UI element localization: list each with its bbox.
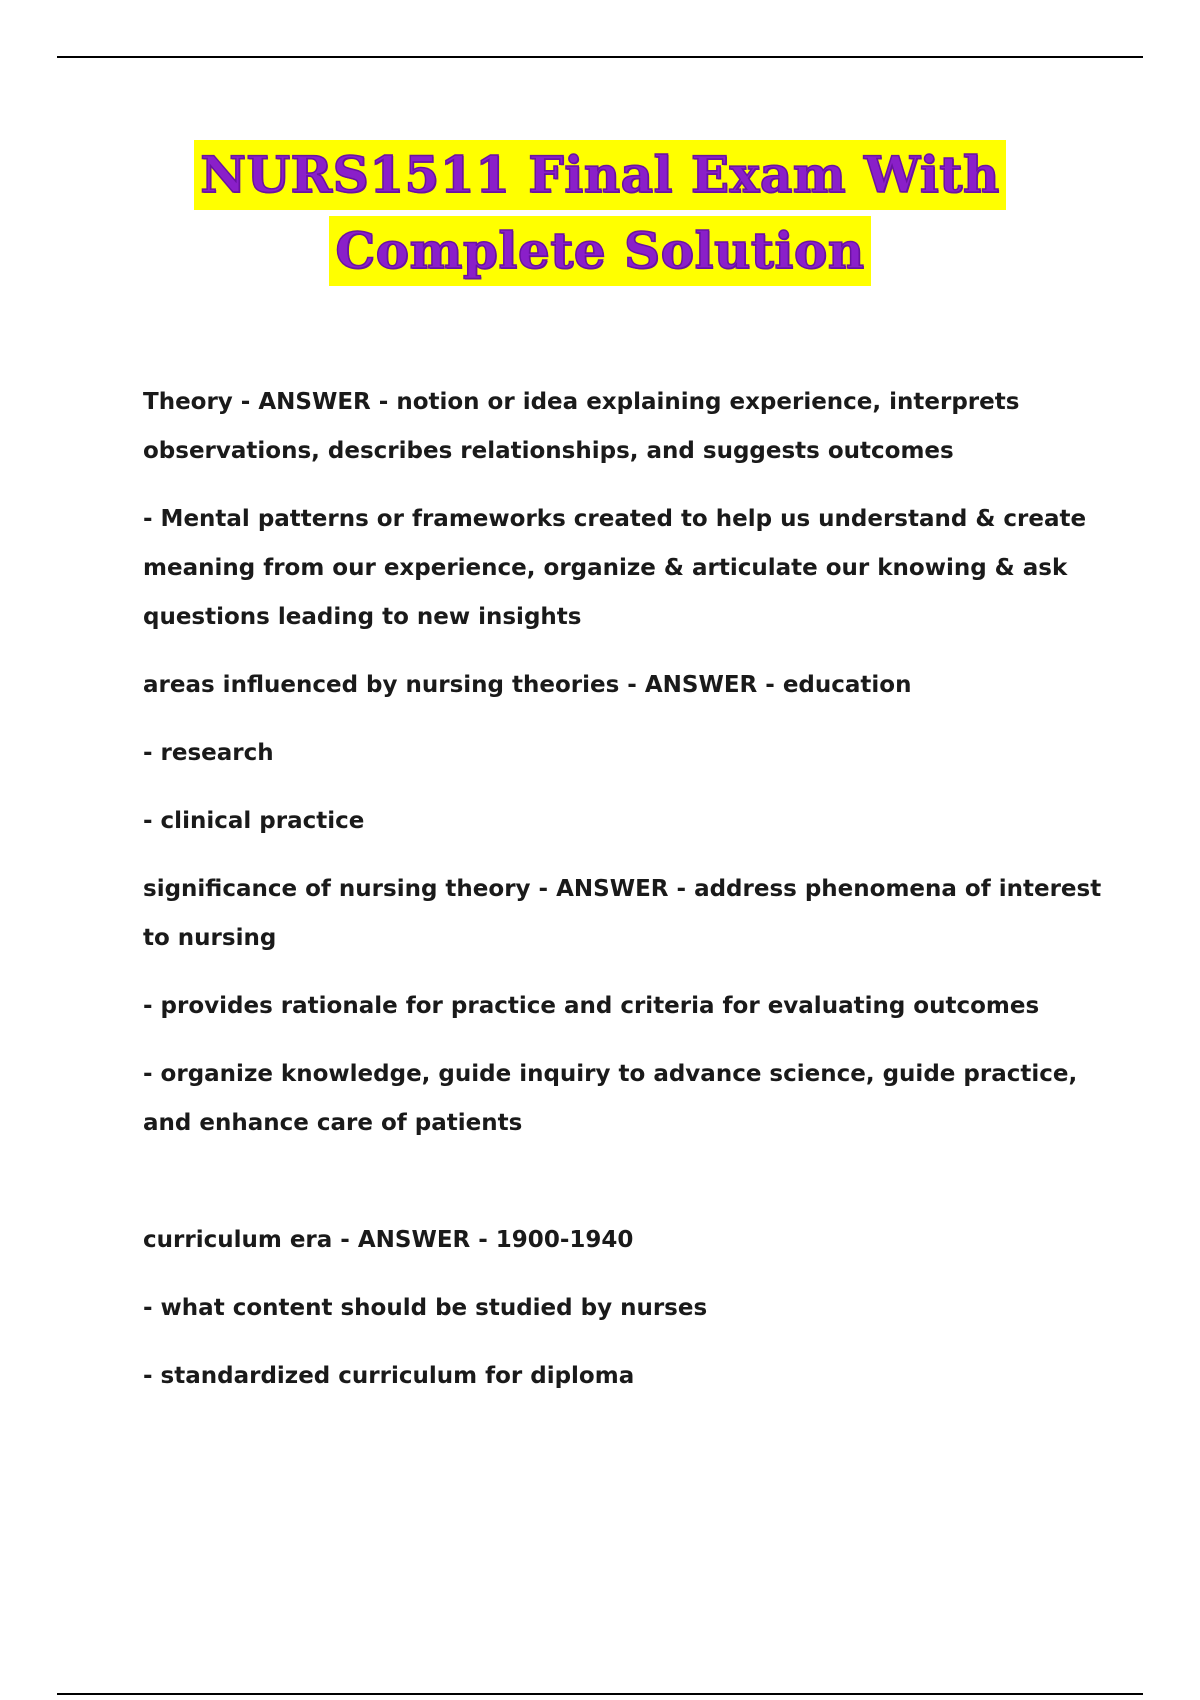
- paragraph-mental-patterns: - Mental patterns or frameworks created to help us understand & create meaning from our experience, organize & articulate our knowing & ask questions leading to new insights: [143, 506, 1087, 630]
- paragraph-content-studied: - what content should be studied by nurses: [143, 1295, 708, 1321]
- top-divider: [57, 56, 1143, 58]
- document-body: [143, 378, 1103, 1420]
- paragraph-clinical-practice: - clinical practice: [143, 808, 365, 834]
- paragraph-significance: significance of nursing theory - ANSWER - address phenomena of interest to nursing: [143, 876, 1102, 951]
- title-line-2: Complete Solution: [329, 216, 870, 286]
- paragraph-areas-influenced: areas influenced by nursing theories - ANSWER - education: [143, 672, 912, 698]
- paragraph-standardized-curriculum: - standardized curriculum for diploma: [143, 1363, 635, 1389]
- paragraph-organize-knowledge: - organize knowledge, guide inquiry to advance science, guide practice, and enhance care of patients: [143, 1061, 1078, 1136]
- document-title: [0, 140, 1200, 286]
- title-line-1: NURS1511 Final Exam With: [194, 140, 1006, 210]
- paragraph-research: - research: [143, 740, 274, 766]
- paragraph-rationale: - provides rationale for practice and criteria for evaluating outcomes: [143, 993, 1040, 1019]
- paragraph-curriculum-era: curriculum era - ANSWER - 1900-1940: [143, 1227, 634, 1253]
- bottom-divider: [57, 1693, 1143, 1695]
- paragraph-theory: Theory - ANSWER - notion or idea explaining experience, interprets observations, describes relationships, and suggests outcomes: [143, 389, 1020, 464]
